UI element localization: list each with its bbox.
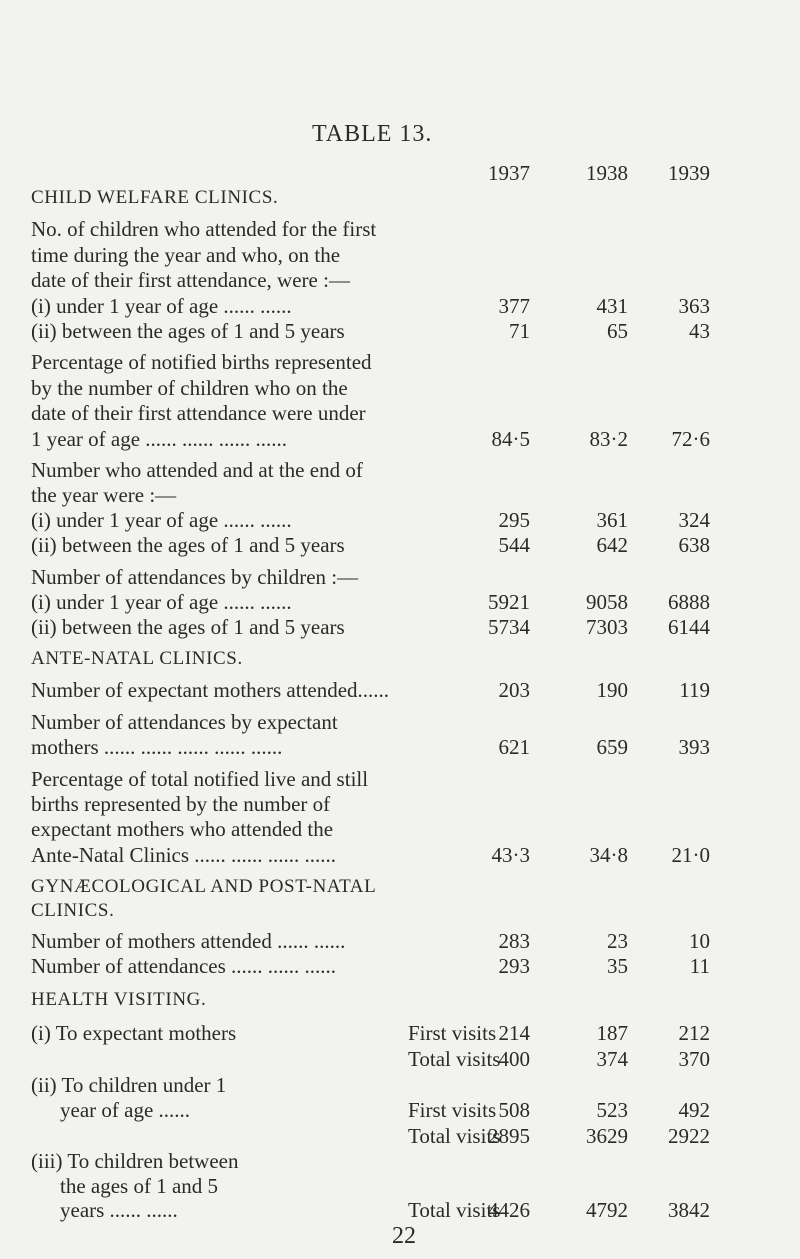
table-cell: 214 xyxy=(498,1021,530,1045)
hv-sublabel: Total visits xyxy=(408,1124,501,1148)
table-cell: 212 xyxy=(678,1021,710,1045)
table-cell: 84·5 xyxy=(491,427,530,451)
table-cell: 5734 xyxy=(488,615,530,639)
table-cell: 621 xyxy=(498,735,530,759)
hv-sublabel: Total visits xyxy=(408,1198,501,1222)
row-label-line: No. of children who attended for the first xyxy=(31,217,377,241)
table-cell: 11 xyxy=(689,954,710,978)
table-cell: 4426 xyxy=(488,1198,530,1222)
table-cell: 190 xyxy=(596,678,628,702)
table-cell: 35 xyxy=(607,954,628,978)
section-heading-gynaecological: GYNÆCOLOGICAL AND POST-NATAL xyxy=(31,876,377,897)
hv-label: (i) To expectant mothers xyxy=(31,1021,237,1045)
table-cell: 203 xyxy=(498,678,530,702)
table-cell: 4792 xyxy=(586,1198,628,1222)
table-cell: 431 xyxy=(596,294,628,318)
year-header-1938: 1938 xyxy=(586,161,628,185)
table-cell: 400 xyxy=(498,1047,530,1071)
table-cell: 6888 xyxy=(668,590,710,614)
row-label-line: (i) under 1 year of age ...... ...... xyxy=(31,294,292,318)
table-cell: 187 xyxy=(596,1021,628,1045)
row-label-line: Number of attendances by children :— xyxy=(31,565,359,589)
table-cell: 43·3 xyxy=(491,843,530,867)
table-cell: 65 xyxy=(607,319,628,343)
row-label-line: (i) under 1 year of age ...... ...... xyxy=(31,590,292,614)
table-title: TABLE 13. xyxy=(312,121,433,147)
row-label-line: Percentage of total notified live and still xyxy=(31,767,369,791)
table-cell: 2922 xyxy=(668,1124,710,1148)
table-cell: 7303 xyxy=(586,615,628,639)
row-label-line: date of their first attendance were under xyxy=(31,401,366,425)
row-label-line: Ante-Natal Clinics ...... ...... ...... ...... xyxy=(31,843,337,867)
row-label-line: (i) under 1 year of age ...... ...... xyxy=(31,508,292,532)
table-cell: 363 xyxy=(678,294,710,318)
table-cell: 293 xyxy=(498,954,530,978)
row-label-line: (ii) between the ages of 1 and 5 years xyxy=(31,533,345,557)
row-label-line: time during the year and who, on the xyxy=(31,243,341,267)
table-cell: 6144 xyxy=(668,615,710,639)
hv-sublabel: Total visits xyxy=(408,1047,501,1071)
row-label-line: Number of attendances ...... ...... ...... xyxy=(31,954,337,978)
table-cell: 492 xyxy=(678,1098,710,1122)
table-cell: 3629 xyxy=(586,1124,628,1148)
table-cell: 34·8 xyxy=(589,843,628,867)
table-cell: 508 xyxy=(498,1098,530,1122)
table-cell: 9058 xyxy=(586,590,628,614)
row-label-line: Percentage of notified births represented xyxy=(31,350,372,374)
table-cell: 21·0 xyxy=(671,843,710,867)
row-label-line: Number of mothers attended ...... ...... xyxy=(31,929,346,953)
section-heading-gynaecological-cont: CLINICS. xyxy=(31,900,115,921)
table-cell: 361 xyxy=(596,508,628,532)
table-cell: 71 xyxy=(509,319,530,343)
table-cell: 377 xyxy=(498,294,530,318)
hv-label: years ...... ...... xyxy=(60,1198,178,1222)
page-number: 22 xyxy=(392,1223,416,1249)
hv-label: the ages of 1 and 5 xyxy=(60,1174,219,1198)
hv-sublabel: First visits xyxy=(408,1098,497,1122)
table-cell: 23 xyxy=(607,929,628,953)
year-header-1937: 1937 xyxy=(488,161,530,185)
row-label-line: expectant mothers who attended the xyxy=(31,817,334,841)
table-cell: 2895 xyxy=(488,1124,530,1148)
row-label-line: Number of expectant mothers attended...... xyxy=(31,678,390,702)
table-cell: 83·2 xyxy=(589,427,628,451)
row-label-line: (ii) between the ages of 1 and 5 years xyxy=(31,319,345,343)
hv-sublabel: First visits xyxy=(408,1021,497,1045)
table-cell: 374 xyxy=(596,1047,628,1071)
table-cell: 43 xyxy=(689,319,710,343)
row-label-line: Number of attendances by expectant xyxy=(31,710,338,734)
table-cell: 659 xyxy=(596,735,628,759)
table-cell: 119 xyxy=(679,678,710,702)
hv-label: (ii) To children under 1 xyxy=(31,1073,227,1097)
table-cell: 72·6 xyxy=(671,427,710,451)
table-cell: 523 xyxy=(596,1098,628,1122)
row-label-line: Number who attended and at the end of xyxy=(31,458,363,482)
section-heading-child-welfare: CHILD WELFARE CLINICS. xyxy=(31,187,279,208)
table-cell: 10 xyxy=(689,929,710,953)
row-label-line: 1 year of age ...... ...... ...... ...... xyxy=(31,427,288,451)
table-cell: 324 xyxy=(678,508,710,532)
row-label-line: births represented by the number of xyxy=(31,792,331,816)
row-label-line: mothers ...... ...... ...... ...... ...... xyxy=(31,735,283,759)
hv-label: year of age ...... xyxy=(60,1098,191,1122)
table-cell: 642 xyxy=(596,533,628,557)
table-cell: 295 xyxy=(498,508,530,532)
table-cell: 370 xyxy=(678,1047,710,1071)
table-cell: 3842 xyxy=(668,1198,710,1222)
year-header-1939: 1939 xyxy=(668,161,710,185)
table-cell: 544 xyxy=(498,533,530,557)
row-label-line: by the number of children who on the xyxy=(31,376,348,400)
section-heading-ante-natal: ANTE-NATAL CLINICS. xyxy=(31,648,243,669)
section-heading-health-visiting: HEALTH VISITING. xyxy=(31,989,207,1010)
row-label-line: (ii) between the ages of 1 and 5 years xyxy=(31,615,345,639)
table-cell: 283 xyxy=(498,929,530,953)
row-label-line: date of their first attendance, were :— xyxy=(31,268,350,292)
table-cell: 5921 xyxy=(488,590,530,614)
table-cell: 393 xyxy=(678,735,710,759)
row-label-line: the year were :— xyxy=(31,483,177,507)
table-cell: 638 xyxy=(678,533,710,557)
hv-label: (iii) To children between xyxy=(31,1149,239,1173)
